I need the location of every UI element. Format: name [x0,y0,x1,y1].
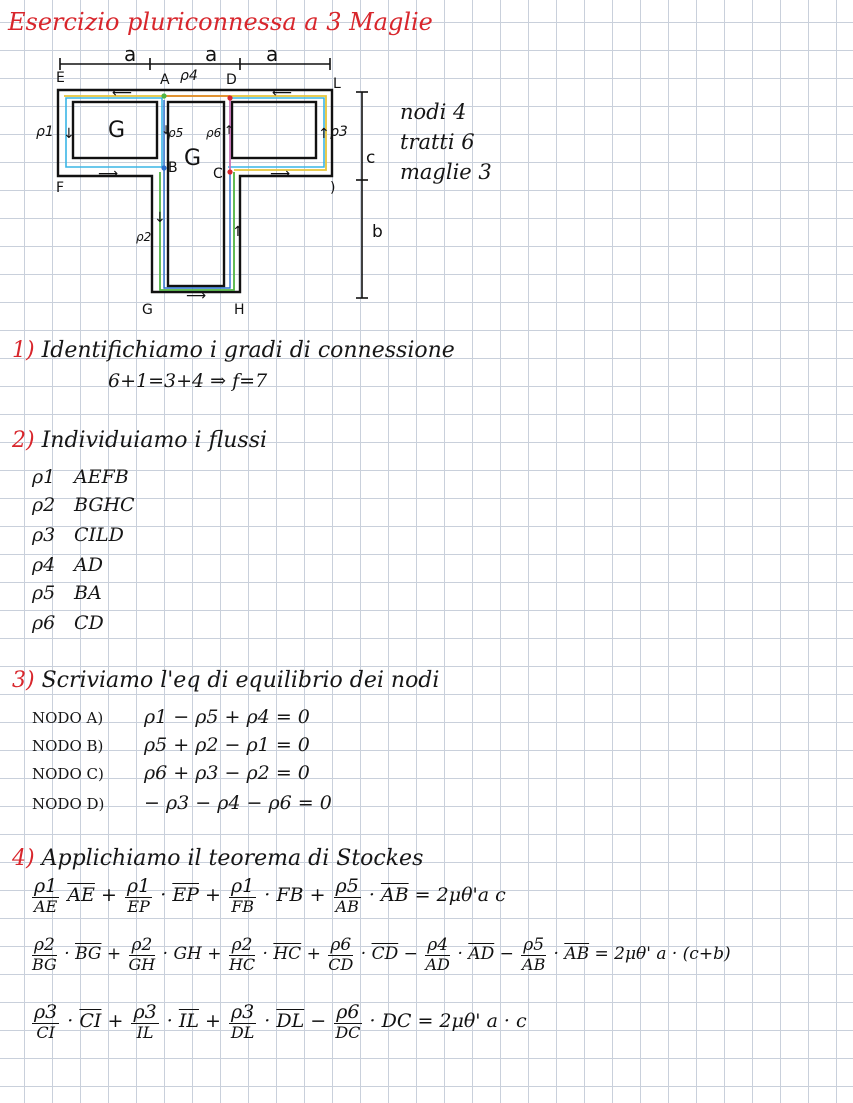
stokes-equation-1: $\frac{\rho 1}{AE}$ $\overline{AE}$ + $\frac{\rho 1}{EP}$ · $\overline{EP}$ + $\frac{\rho 1}{FB}$ · FB + $\frac{\rho 5}{AB}$ · $\overline{AB} = 2\mu\theta'a$ c [34,875,506,916]
dim-a-2: a [205,42,218,66]
flux-row: ρ2 BGHC [32,494,135,516]
stokes-equation-2: $\frac{\rho 2}{BG}$ · $\overline{BG}$ + $\frac{\rho 2}{GH}$ · GH + $\frac{\rho 2}{HC}$ · $\overline{HC}$ + $\frac{\rho 6}{CD}$ · $\overline{CD}$ − $\frac{\rho 4}{AD}$ · $\overline{AD}$ − $\frac{\rho 5}{AB}$ · $\overline{AB} = 2\mu\theta'$ a · (c+b) [32,935,731,974]
right-cell [232,102,316,158]
flux-row: ρ3 CILD [32,524,124,546]
flux-label-p6: ρ6 [206,126,222,140]
svg-text:⟶: ⟶ [270,166,291,182]
g-label-center: G [184,146,202,171]
dim-a-3: a [266,42,279,66]
flux-row: ρ1 AEFB [32,466,129,488]
flux-row: ρ5 BA [32,582,102,604]
flux-row: ρ6 CD [32,612,104,634]
section-1-heading: 1) Identifichiamo i gradi di connessione [12,338,455,363]
node-a: A [160,72,170,88]
node-e: E [56,70,65,86]
flux-label-p4: ρ4 [180,68,198,84]
svg-text:↑: ↑ [224,123,235,137]
section-4-heading: 4) Applichiamo il teorema di Stockes [12,846,424,871]
section-3-heading: 3) Scriviamo l'eq di equilibrio dei nodi [12,668,440,693]
svg-text:↑: ↑ [318,126,330,142]
svg-text:⟵: ⟵ [112,85,133,101]
svg-text:⟵: ⟵ [272,85,293,101]
node-h: H [234,302,245,318]
stat-maglie: maglie 3 [400,160,492,184]
svg-text:↓: ↓ [154,210,166,226]
svg-text:↑: ↑ [232,224,244,240]
stokes-equation-3: $\frac{\rho 3}{CI}$ · $\overline{CI}$ + $\frac{\rho 3}{IL}$ · $\overline{IL}$ + $\frac{\rho 3}{DL}$ · $\overline{DL}$ − $\frac{\rho 6}{DC}$ · DC = 2μθ' a · c [34,1001,527,1042]
dim-a-1: a [124,42,137,66]
node-i: ) [330,180,336,196]
svg-text:↓: ↓ [161,123,172,137]
page-title: Esercizio pluriconnessa a 3 Maglie [8,8,433,36]
stat-tratti: tratti 6 [400,130,475,154]
flux-label-p2: ρ2 [136,230,152,244]
node-f: F [56,180,65,196]
dim-b: b [372,222,383,242]
node-d: D [226,72,237,88]
flux-row: ρ4 AD [32,554,103,576]
g-label-left: G [108,118,126,143]
section-2-heading: 2) Individuiamo i flussi [12,428,268,453]
node-equation: NODO C) ρ6 + ρ3 − ρ2 = 0 [32,762,310,784]
dim-c: c [366,148,376,168]
flux-label-p5: ρ5 [168,126,184,140]
connection-equation: 6+1=3+4 ⇒ f=7 [108,370,268,392]
stat-nodi: nodi 4 [400,100,467,124]
node-g: G [142,302,153,318]
node-equation: NODO B) ρ5 + ρ2 − ρ1 = 0 [32,734,310,756]
svg-text:↓: ↓ [63,126,75,142]
node-c: C [213,166,223,182]
node-b: B [168,160,178,176]
outer-contour [58,90,332,292]
flux-label-p3: ρ3 [330,124,348,140]
node-l: L [333,76,341,92]
node-equation: NODO D) − ρ3 − ρ4 − ρ6 = 0 [32,792,332,814]
flux-label-p1: ρ1 [36,124,54,140]
svg-text:⟶: ⟶ [98,166,119,182]
node-equation: NODO A) ρ1 − ρ5 + ρ4 = 0 [32,706,310,728]
svg-text:⟶: ⟶ [186,288,207,304]
